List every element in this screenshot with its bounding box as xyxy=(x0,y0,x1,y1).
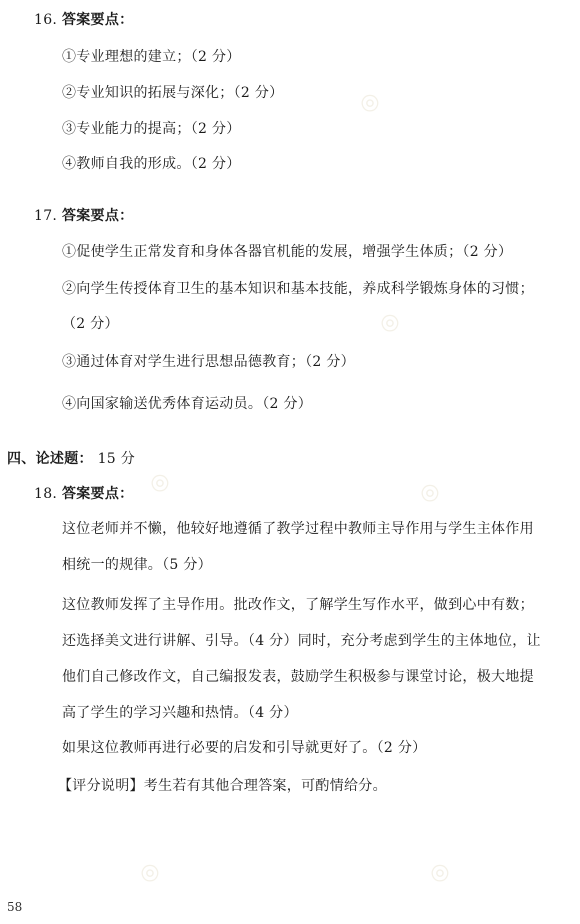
watermark: ◎ xyxy=(135,856,165,889)
q18-line-4: 还选择美文进行讲解、引导。（4 分）同时，充分考虑到学生的主体地位，让 xyxy=(62,633,541,649)
watermark: ◎ xyxy=(145,466,175,499)
q16-item-3: ③专业能力的提高；（2 分） xyxy=(62,121,241,137)
q18-line-3: 这位教师发挥了主导作用。批改作文，了解学生写作水平，做到心中有数； xyxy=(62,597,534,613)
watermark: ◎ xyxy=(415,476,445,509)
q18-line-2: 相统一的规律。（5 分） xyxy=(62,557,212,573)
q17-item-2-cont: （2 分） xyxy=(62,316,119,332)
q16-item-4: ④教师自我的形成。（2 分） xyxy=(62,156,241,172)
watermark: ◎ xyxy=(375,306,405,339)
q16-number: 16. xyxy=(34,12,58,28)
q17-item-2: ②向学生传授体育卫生的基本知识和基本技能，养成科学锻炼身体的习惯； xyxy=(62,281,534,297)
q18-line-7: 如果这位教师再进行必要的启发和引导就更好了。（2 分） xyxy=(62,740,427,756)
watermark: ◎ xyxy=(425,856,455,889)
q17-heading-label: 答案要点： xyxy=(61,208,134,224)
q16-item-2: ②专业知识的拓展与深化；（2 分） xyxy=(62,85,284,101)
q18-line-6: 高了学生的学习兴趣和热情。（4 分） xyxy=(62,705,298,721)
q16-heading xyxy=(34,10,133,30)
section4-score: 15 分 xyxy=(97,451,136,467)
q16-heading-label: 答案要点： xyxy=(61,12,134,28)
page-number: 58 xyxy=(7,900,23,914)
q18-line-1: 这位老师并不懒，他较好地遵循了教学过程中教师主导作用与学生主体作用 xyxy=(62,521,534,537)
q18-line-5: 他们自己修改作文，自己编报发表，鼓励学生积极参与课堂讨论，极大地提 xyxy=(62,669,534,685)
section4-title: 四、论述题： xyxy=(7,451,93,467)
q17-item-4: ④向国家输送优秀体育运动员。（2 分） xyxy=(62,396,313,412)
q17-number: 17. xyxy=(34,208,58,224)
q18-heading xyxy=(34,484,133,504)
section4-heading xyxy=(7,449,135,469)
q17-item-1: ①促使学生正常发育和身体各器官机能的发展，增强学生体质；（2 分） xyxy=(62,244,513,260)
q18-scoring-note: 【评分说明】考生若有其他合理答案，可酌情给分。 xyxy=(58,778,387,794)
q16-item-1: ①专业理想的建立；（2 分） xyxy=(62,49,241,65)
q17-item-3: ③通过体育对学生进行思想品德教育；（2 分） xyxy=(62,354,355,370)
q17-heading xyxy=(34,206,133,226)
q18-heading-label: 答案要点： xyxy=(61,486,134,502)
watermark: ◎ xyxy=(355,86,385,119)
q18-number: 18. xyxy=(34,486,58,502)
